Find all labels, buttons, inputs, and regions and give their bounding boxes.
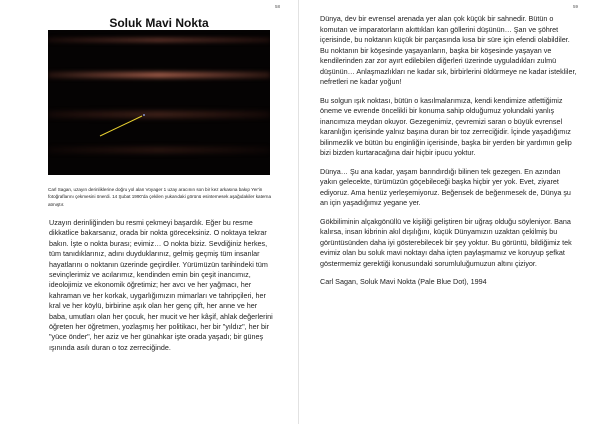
page-number-left: 58 [274,4,280,9]
earth-pointer [48,30,270,175]
photo-caption: Carl Sagan, uzayın derinliklerine doğru yol alan Voyager 1 uzay aracının son bir kez arkasına bakıp Yer'in fotoğraflarını çekmesini önerdi. 14 Şubat 1990'da çekilen yukarıdaki görünü esintemesek aşağıdakiler katerna atmıştır. [48,187,272,207]
page-title: Soluk Mavi Nokta [109,16,209,30]
paragraph: Dünya, dev bir evrensel arenada yer alan çok küçük bir sahnedir. Bütün o komutan ve imparatorların akıttıkları kan göllerini düşünün… Şan ve şöhret içerisinde, bu noktanın küçük bir parçasında kısa bir süre için efendi olabildiler. Bu noktanın bir köşesinde yaşayanların, başka bir köşesinde yaşayan ve kendilerinden zar zor ayırt edilebilen diğerleri üzerinde uyguladıkları zulmü düşünün… Anlaşmazlıkları ne kadar sık, birbirlerini öldürmeye ne kadar istekliler, nefretleri ne kadar yoğun! [320,14,577,86]
right-body-text [320,14,578,296]
left-body-text: Uzayın derinliğinden bu resmi çekmeyi başardık. Eğer bu resme dikkatlice bakarsanız, orada bir nokta göreceksiniz. O noktaya tekrar bakın. İşte o nokta burası; evimiz… O nokta biziz. Sevdiğiniz herkes, tüm tanıdıklarınız, adını duyduklarınız, gelmiş geçmiş tüm insanlar hayatlarını o noktanın üzerinde geçirdiler. Yürümüzün tarihindeki tüm sevinçlerimiz ve acılarımız, kendinden emin bin çeşit inancımız, ideolojimiz ve ekonomik öğretimiz; her avcı ve her yağmacı, her kahraman ve her korkak, uygarlığımızın mimarları ve tahripçileri, her kral ve her köylü, birbirine aşık olan her genç çift, her anne ve her baba, umutları olan her çocuk, her mucit ve her kâşif, ahlak değerlerini öğreten her öğretmen, yozlaşmış her politikacı, her bir "yıldız", her bir "yüce önder", her aziz ve her günahkar işte orada yaşadı; bir güneş ışınında asılı duran o toz zerreciğinde. [49,218,273,352]
pointer-line [100,116,142,136]
paragraph: Dünya… Şu ana kadar, yaşam barındırdığı bilinen tek gezegen. En azından yakın gelecekte, türümüzün göçebileceği başka hiçbir yer yok. Evet, ziyaret ediyoruz. Ama henüz yerleşemiyoruz. Beğensek de beğenmesek de, Dünya şu an için yaşadığımız yegane yer. [320,166,571,207]
left-page [0,0,299,424]
paragraph: Gökbiliminin alçakgönüllü ve kişiliği geliştiren bir uğraş olduğu söyleniyor. Bana kalırsa, insan kibrinin akıl dışılığını, küçük Dünyamızın uzaktan çekilmiş bu görüntüsünden daha iyi gösterebilecek bir şey yoktur. Bu görüntü, bildiğimiz tek evimiz olan bu soluk mavi noktayı daha içten paylaşmamız ve koruyup şefkat göstermemiz gerektiği konusundaki sorumluluğumuzun altını çiziyor. [320,216,572,268]
earth-dot [143,114,145,116]
page-number-right: 59 [572,4,578,9]
citation: Carl Sagan, Soluk Mavi Nokta (Pale Blue Dot), 1994 [320,277,487,286]
paragraph: Bu solgun ışık noktası, bütün o kasılmalarımıza, kendi kendimize atfettiğimiz öneme ve evrende öncelikli bir konuma sahip olduğumuz yolundaki yanlış inancımıza meydan okuyor. Gezegenimiz, çevremizi saran o büyük evrensel karanlığın içerisinde yalnız başına duran bir toz zerreciğidir. İçinde yaşadığımız bilinmezlik ve bütün bu enginliğin içerisinde, başka bir yerden bir yardımın gelip bizi bizden kurtaracağına dair hiçbir ipucu yoktur. [320,95,572,157]
pale-blue-dot-photo [48,30,270,175]
